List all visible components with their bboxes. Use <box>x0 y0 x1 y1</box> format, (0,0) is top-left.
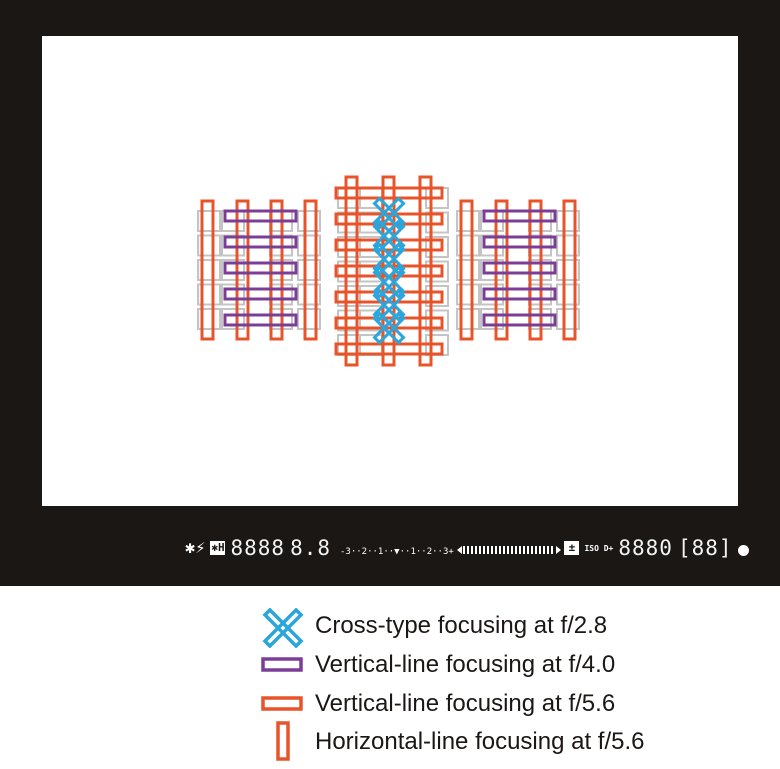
exposure-comp-icon: ± <box>564 541 579 555</box>
horizontal-line-af-point <box>564 201 575 339</box>
legend-label-vertical-f56: Vertical-line focusing at f/5.6 <box>315 690 616 717</box>
iso-label: ISO <box>584 543 599 553</box>
max-burst-digits: [88] <box>677 536 733 560</box>
orange-vertical-bar-icon <box>258 720 308 762</box>
flash-symbols: ✱⚡ <box>185 538 206 558</box>
exposure-meter <box>340 539 555 558</box>
shutter-speed-digits: 8888 <box>230 536 286 560</box>
horizontal-line-af-point <box>305 201 316 339</box>
iso-indicator <box>584 544 613 553</box>
orange-bar-icon <box>258 686 308 722</box>
highlight-tone-label: D+ <box>603 543 614 553</box>
legend-label-horizontal-f56: Horizontal-line focusing at f/5.6 <box>315 728 645 755</box>
horizontal-line-af-point <box>346 177 357 365</box>
legend-label-vertical-f4: Vertical-line focusing at f/4.0 <box>315 651 616 678</box>
horizontal-line-af-point <box>202 201 213 339</box>
legend-label-cross-type: Cross-type focusing at f/2.8 <box>315 612 608 639</box>
iso-digits: 8880 <box>618 536 673 560</box>
focus-confirmation-icon <box>738 545 749 556</box>
horizontal-line-af-point <box>461 201 472 339</box>
flash-comp-icon: ✱H <box>211 541 225 554</box>
purple-bar-icon <box>258 647 308 683</box>
exposure-meter-bar <box>463 546 555 554</box>
aperture-digits: 8.8 <box>290 536 331 560</box>
cross-type-icon <box>258 608 308 648</box>
exposure-meter-scale: -3··2··1··▼··1··2··3+ <box>340 546 454 557</box>
viewfinder-status-bar <box>185 533 749 563</box>
cross-type-legend-mark <box>265 610 301 646</box>
